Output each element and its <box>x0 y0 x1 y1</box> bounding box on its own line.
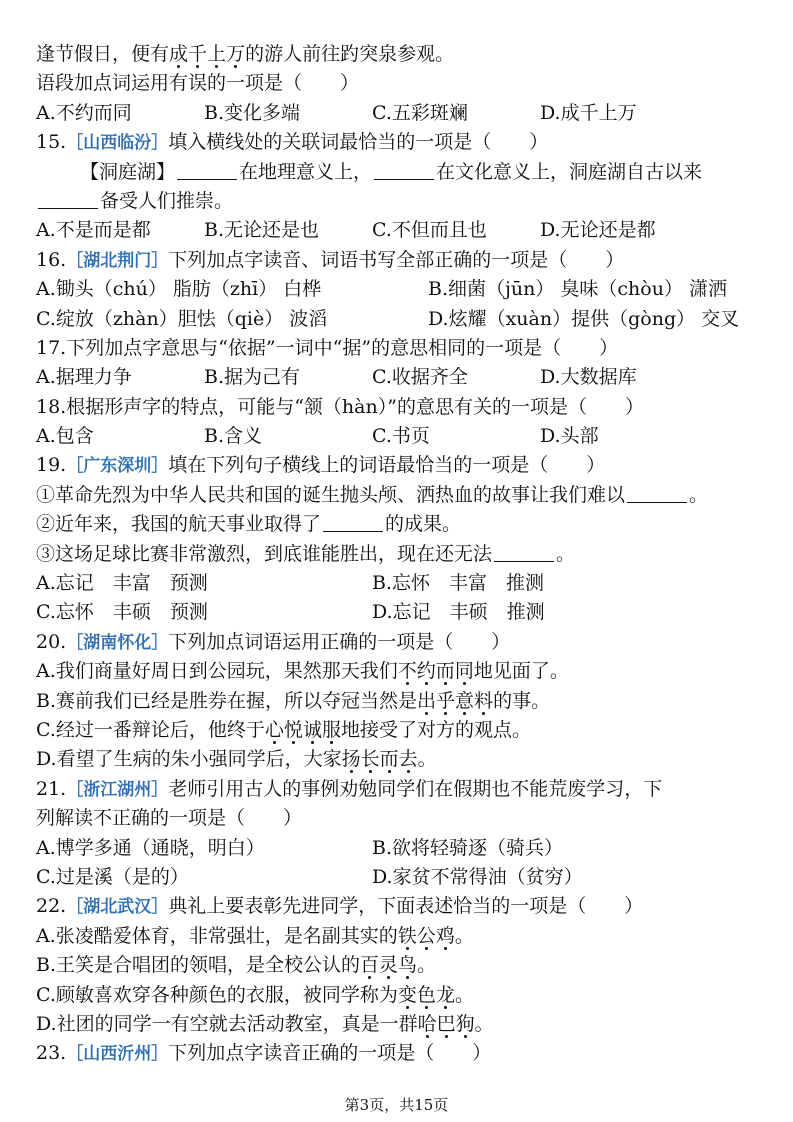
option-item: D.头部 <box>540 425 599 448</box>
text-run: C.经过一番辩论后，他终于 <box>36 718 265 741</box>
text-line <box>36 1039 766 1068</box>
text-run: 逢节假日，便有 <box>36 43 170 65</box>
text-line <box>36 128 766 157</box>
text-line <box>36 481 766 510</box>
text-run: B.赛前我们已经是胜券在握，所以夺冠当然是 <box>36 689 418 712</box>
option-item: D.无论还是都 <box>540 219 656 242</box>
option-item: C.过是溪（是的） <box>36 865 189 888</box>
option-row <box>36 216 766 245</box>
option-item: A.据理力争 <box>36 366 132 389</box>
fill-blank <box>374 161 434 180</box>
region-tag: ［湖北武汉］ <box>66 897 169 918</box>
region-tag: ［山西临汾］ <box>66 133 169 154</box>
dotted-char: 龙 <box>435 983 455 1006</box>
option-item: C.不但而且也 <box>372 219 487 242</box>
page-footer: 第3页，共15页 <box>344 1096 449 1114</box>
text-run: 老师引用古人的事例劝勉同学们在假期也不能荒废学习，下 <box>168 777 663 800</box>
text-run: 典礼上要表彰先进同学，下面表述恰当的一项是（ ） <box>168 895 644 918</box>
text-run: D.社团的同学一有空就去活动教室，真是一群 <box>36 1012 418 1035</box>
text-line <box>36 804 766 833</box>
region-tag: ［湖南怀化］ <box>66 632 169 653</box>
dotted-word <box>417 690 493 712</box>
text-line <box>36 922 766 951</box>
option-item: A.不是而是都 <box>36 219 151 242</box>
dotted-char: 变 <box>397 983 417 1006</box>
text-run: D.看望了生病的朱小强同学后，大家 <box>36 748 342 771</box>
text-line <box>36 981 766 1010</box>
dotted-word <box>398 660 474 682</box>
region-tag: ［浙江湖州］ <box>66 779 169 800</box>
text-run: 22. <box>36 895 67 918</box>
dotted-word <box>342 748 418 770</box>
text-run: 的游人前往趵突泉参观。 <box>245 43 455 65</box>
text-line <box>36 510 766 539</box>
text-run: 。 <box>474 1012 494 1035</box>
text-line <box>36 687 766 716</box>
text-run: 23. <box>36 1042 67 1065</box>
text-run: 21. <box>36 777 67 800</box>
dotted-char: 同 <box>454 660 474 683</box>
text-line <box>36 951 766 980</box>
dotted-char: 鸟 <box>398 954 418 977</box>
text-run: 。 <box>417 748 437 771</box>
dotted-char: 成 <box>169 43 189 65</box>
text-run: 下列加点字读音正确的一项是（ ） <box>168 1042 492 1065</box>
text-run: 20. <box>36 630 67 653</box>
text-run: 。 <box>556 542 576 565</box>
region-tag: ［广东深圳］ <box>66 456 169 477</box>
text-run: 填入横线处的关联词最恰当的一项是（ ） <box>168 131 549 154</box>
text-line <box>36 540 766 569</box>
text-run: 。 <box>454 983 474 1006</box>
dotted-word <box>418 1013 475 1035</box>
option-row <box>36 598 766 627</box>
dotted-char: 哈 <box>417 1012 437 1035</box>
dotted-char: 鸡 <box>435 924 455 947</box>
text-run: A.我们商量好周日到公园玩，果然那天我们 <box>36 660 398 683</box>
option-item: B.据为己有 <box>204 366 301 389</box>
fill-blank <box>494 543 554 562</box>
text-run: 的成果。 <box>385 513 462 536</box>
dotted-char: 扬 <box>341 748 361 771</box>
text-line <box>36 892 766 921</box>
option-item: C.书页 <box>372 425 430 448</box>
option-row <box>36 99 766 128</box>
dotted-char: 而 <box>435 660 455 683</box>
text-run: 19. <box>36 454 67 477</box>
text-line <box>36 69 766 98</box>
dotted-char: 上 <box>207 43 227 65</box>
option-item: A.锄头（chú） 脂肪（zhī） 白桦 <box>36 278 322 301</box>
text-line <box>36 393 766 422</box>
fill-blank <box>323 513 383 532</box>
option-item: C.收据齐全 <box>372 366 468 389</box>
text-run: 填在下列句子横线上的词语最恰当的一项是（ ） <box>168 454 606 477</box>
dotted-word <box>398 925 455 947</box>
text-line <box>36 628 766 657</box>
text-line <box>36 246 766 275</box>
text-run: ③这场足球比赛非常激烈，到底谁能胜出，现在还无法 <box>36 542 493 565</box>
dotted-char: 百 <box>360 954 380 977</box>
text-run: 地见面了。 <box>473 660 569 683</box>
option-item: B.无论还是也 <box>204 219 320 242</box>
region-tag: ［山西沂州］ <box>66 1044 169 1065</box>
option-item: C.绽放（zhàn）胆怯（qiè） 波滔 <box>36 307 328 330</box>
option-item: A.忘记 丰富 预测 <box>36 572 208 595</box>
text-run: 地接受了对方的观点。 <box>340 718 531 741</box>
option-item: C.忘怀 丰硕 预测 <box>36 601 208 624</box>
text-run: 下列加点词语运用正确的一项是（ ） <box>168 630 511 653</box>
text-line <box>36 40 766 69</box>
option-row <box>36 305 766 334</box>
text-run: B.王笑是合唱团的领唱，是全校公认的 <box>36 954 361 977</box>
text-run: ①革命先烈为中华人民共和国的诞生抛头颅、洒热血的故事让我们难以 <box>36 483 626 506</box>
option-item: B.细菌（jūn） 臭味（chòu） 潇洒 <box>428 278 728 301</box>
option-item: B.含义 <box>204 425 263 448</box>
text-run: 的事。 <box>493 689 551 712</box>
text-run: ②近年来，我国的航天事业取得了 <box>36 513 322 536</box>
text-run: 15. <box>36 131 67 154</box>
dotted-char: 灵 <box>379 954 399 977</box>
option-item: D.家贫不常得油（贫穷） <box>372 865 583 888</box>
dotted-word <box>169 43 245 65</box>
dotted-char: 公 <box>416 924 436 947</box>
option-row <box>36 363 766 392</box>
option-row <box>36 422 766 451</box>
text-line <box>36 775 766 804</box>
dotted-char: 巴 <box>436 1012 456 1035</box>
dotted-char: 不 <box>397 660 417 683</box>
fill-blank <box>627 484 687 503</box>
text-run: 下列加点字读音、词语书写全部正确的一项是（ ） <box>168 248 625 271</box>
option-row <box>36 275 766 304</box>
text-run: 列解读不正确的一项是（ ） <box>36 807 303 830</box>
option-item: C.五彩斑斓 <box>372 101 468 124</box>
dotted-word <box>265 719 341 741</box>
dotted-char: 悦 <box>283 718 303 741</box>
dotted-char: 出 <box>417 689 437 712</box>
dotted-char: 铁 <box>397 924 417 947</box>
text-line <box>36 657 766 686</box>
dotted-char: 心 <box>264 718 284 741</box>
option-item: D.炫耀（xuàn）提供（gòng） 交叉 <box>428 307 740 330</box>
dotted-char: 约 <box>416 660 436 683</box>
dotted-char: 色 <box>416 983 436 1006</box>
option-item: B.忘怀 丰富 推测 <box>372 572 545 595</box>
text-run: 17.下列加点字意思与“依据”一词中“据”的意思相同的一项是（ ） <box>36 336 619 359</box>
dotted-word <box>398 984 455 1006</box>
option-item: D.忘记 丰硕 推测 <box>372 601 545 624</box>
text-line <box>36 451 766 480</box>
option-row <box>36 569 766 598</box>
text-line <box>36 158 766 187</box>
option-item: D.大数据库 <box>540 366 637 389</box>
text-line <box>36 334 766 363</box>
dotted-char: 诚 <box>302 718 322 741</box>
text-run: A.张凌酷爱体育，非常强壮，是名副其实的 <box>36 924 398 947</box>
dotted-char: 服 <box>321 718 341 741</box>
dotted-word <box>360 954 417 976</box>
fill-blank <box>38 190 98 209</box>
option-row <box>36 863 766 892</box>
dotted-char: 去 <box>398 748 418 771</box>
option-item: B.变化多端 <box>204 101 301 124</box>
dotted-char: 千 <box>188 43 208 65</box>
text-run: 。 <box>454 924 474 947</box>
option-item: A.不约而同 <box>36 101 132 124</box>
dotted-char: 料 <box>474 689 494 712</box>
dotted-char: 而 <box>379 748 399 771</box>
option-row <box>36 834 766 863</box>
dotted-char: 乎 <box>436 689 456 712</box>
text-line <box>36 1010 766 1039</box>
text-run: 【洞庭湖】 <box>80 160 176 183</box>
text-run: 。 <box>417 954 437 977</box>
dotted-char: 意 <box>455 689 475 712</box>
text-run: 语段加点词运用有误的一项是（ ） <box>36 72 360 95</box>
dotted-char: 万 <box>226 43 246 65</box>
text-run: 在文化意义上，洞庭湖自古以来 <box>436 160 703 183</box>
dotted-char: 狗 <box>455 1012 475 1035</box>
text-run: C.顾敏喜欢穿各种颜色的衣服，被同学称为 <box>36 983 398 1006</box>
text-run: 。 <box>689 483 709 506</box>
dotted-char: 长 <box>360 748 380 771</box>
option-item: D.成千上万 <box>540 101 637 124</box>
text-line <box>36 745 766 774</box>
fill-blank <box>177 161 237 180</box>
option-item: A.博学多通（通晓，明白） <box>36 836 265 859</box>
text-run: 18.根据形声字的特点，可能与“颔（hàn）”的意思有关的一项是（ ） <box>36 395 644 418</box>
text-run: 备受人们推崇。 <box>100 189 234 212</box>
text-line <box>36 716 766 745</box>
document-body <box>36 40 766 1069</box>
text-run: 16. <box>36 248 67 271</box>
option-item: B.欲将轻骑逐（骑兵） <box>372 836 564 859</box>
option-item: A.包含 <box>36 425 94 448</box>
text-run: 在地理意义上， <box>239 160 373 183</box>
region-tag: ［湖北荆门］ <box>66 250 169 271</box>
text-line <box>36 187 766 216</box>
